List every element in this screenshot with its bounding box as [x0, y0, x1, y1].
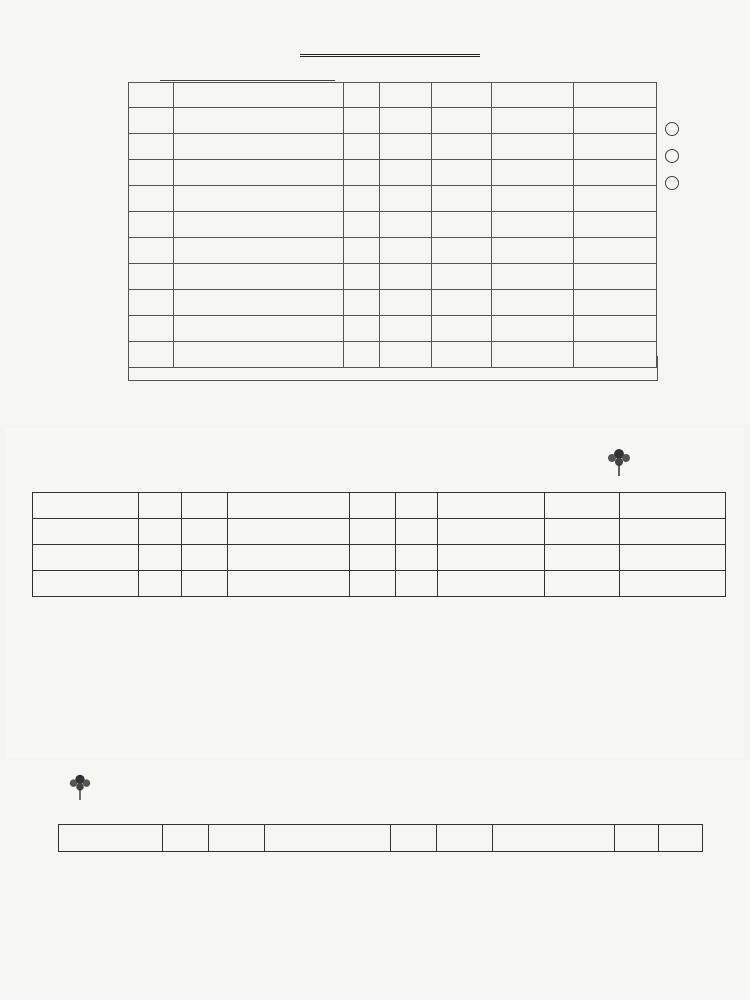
item-unit	[344, 160, 380, 186]
item-unit	[344, 134, 380, 160]
price-cell	[432, 212, 492, 238]
amount-cell	[492, 290, 574, 316]
table-cell	[33, 519, 139, 545]
remark-cell	[574, 186, 657, 212]
item-code	[129, 212, 174, 238]
amount-cell	[492, 238, 574, 264]
price-cell	[432, 264, 492, 290]
table-cell	[396, 545, 438, 571]
table-row	[129, 108, 657, 134]
flower-icon	[604, 442, 634, 478]
remark-cell	[574, 212, 657, 238]
table-cell	[620, 545, 726, 571]
item-qty	[380, 264, 432, 290]
amount-cell	[492, 134, 574, 160]
header-cell	[174, 83, 344, 108]
price-cell	[432, 134, 492, 160]
table-row	[129, 212, 657, 238]
title-underline	[300, 54, 480, 57]
outbound-table	[128, 82, 657, 368]
table-cell	[438, 545, 545, 571]
item-qty	[380, 290, 432, 316]
table-cell	[139, 545, 182, 571]
amount-cell	[492, 160, 574, 186]
table-cell	[350, 519, 396, 545]
azalea-logo	[66, 768, 196, 804]
table-cell	[139, 571, 182, 597]
amount-cell	[492, 212, 574, 238]
copy-note	[660, 176, 684, 195]
item-unit	[344, 212, 380, 238]
table-cell	[139, 519, 182, 545]
table-cell	[545, 571, 620, 597]
item-qty	[380, 160, 432, 186]
amount-cell	[492, 264, 574, 290]
table-cell	[396, 571, 438, 597]
item-qty	[380, 212, 432, 238]
item-code	[129, 186, 174, 212]
header-cell	[344, 83, 380, 108]
amount-cell	[492, 186, 574, 212]
total-row	[128, 356, 658, 381]
item-name	[174, 160, 344, 186]
table-cell	[350, 571, 396, 597]
amount-cell	[492, 108, 574, 134]
price-cell	[432, 316, 492, 342]
item-name	[174, 108, 344, 134]
item-qty	[380, 186, 432, 212]
table-cell	[33, 545, 139, 571]
item-name	[174, 316, 344, 342]
table-cell	[396, 519, 438, 545]
table-cell	[228, 571, 350, 597]
flower-icon	[66, 768, 94, 802]
item-name	[174, 238, 344, 264]
table-cell	[182, 519, 228, 545]
item-qty	[380, 316, 432, 342]
remark-cell	[574, 108, 657, 134]
item-code	[129, 290, 174, 316]
item-unit	[344, 290, 380, 316]
remark-cell	[574, 160, 657, 186]
item-qty	[380, 238, 432, 264]
table-header-row	[59, 825, 703, 852]
item-unit	[344, 238, 380, 264]
price-cell	[432, 290, 492, 316]
amount-cell	[492, 316, 574, 342]
header-cell	[492, 83, 574, 108]
table-header-row	[33, 493, 726, 519]
receipt-slip	[0, 760, 750, 1000]
item-code	[129, 108, 174, 134]
table-row	[129, 160, 657, 186]
outbound-slip	[0, 0, 750, 425]
table-cell	[228, 519, 350, 545]
item-name	[174, 212, 344, 238]
header-cell	[574, 83, 657, 108]
table-cell	[620, 571, 726, 597]
remark-cell	[574, 316, 657, 342]
remark-cell	[574, 238, 657, 264]
table-cell	[33, 571, 139, 597]
item-unit	[344, 264, 380, 290]
unit-underline	[160, 80, 335, 81]
table-row	[129, 290, 657, 316]
remark-cell	[574, 134, 657, 160]
table-cell	[182, 545, 228, 571]
remark-cell	[574, 264, 657, 290]
table-row	[33, 545, 726, 571]
table-cell	[182, 571, 228, 597]
receipt-table	[58, 824, 703, 852]
table-row	[33, 519, 726, 545]
item-code	[129, 134, 174, 160]
copy-note	[660, 122, 684, 141]
table-cell	[545, 545, 620, 571]
price-cell	[432, 186, 492, 212]
header-cell	[129, 83, 174, 108]
table-cell	[620, 519, 726, 545]
table-row	[129, 238, 657, 264]
item-unit	[344, 186, 380, 212]
remark-cell	[574, 290, 657, 316]
item-qty	[380, 134, 432, 160]
table-cell	[438, 519, 545, 545]
price-cell	[432, 160, 492, 186]
item-code	[129, 238, 174, 264]
item-name	[174, 290, 344, 316]
price-cell	[432, 108, 492, 134]
header-cell	[432, 83, 492, 108]
requisition-table	[32, 492, 726, 597]
table-row	[129, 186, 657, 212]
item-code	[129, 160, 174, 186]
table-row	[33, 571, 726, 597]
copy-note	[660, 149, 684, 168]
table-cell	[545, 519, 620, 545]
table-cell	[350, 545, 396, 571]
header-cell	[380, 83, 432, 108]
item-name	[174, 186, 344, 212]
item-unit	[344, 316, 380, 342]
table-cell	[438, 571, 545, 597]
table-header-row	[129, 83, 657, 108]
price-cell	[432, 238, 492, 264]
item-name	[174, 264, 344, 290]
item-code	[129, 316, 174, 342]
requisition-list	[6, 428, 744, 758]
azalea-logo	[604, 442, 734, 482]
copy-notes	[660, 122, 684, 203]
table-row	[129, 134, 657, 160]
table-cell	[228, 545, 350, 571]
item-qty	[380, 108, 432, 134]
item-unit	[344, 108, 380, 134]
table-row	[129, 264, 657, 290]
table-row	[129, 316, 657, 342]
item-code	[129, 264, 174, 290]
item-name	[174, 134, 344, 160]
